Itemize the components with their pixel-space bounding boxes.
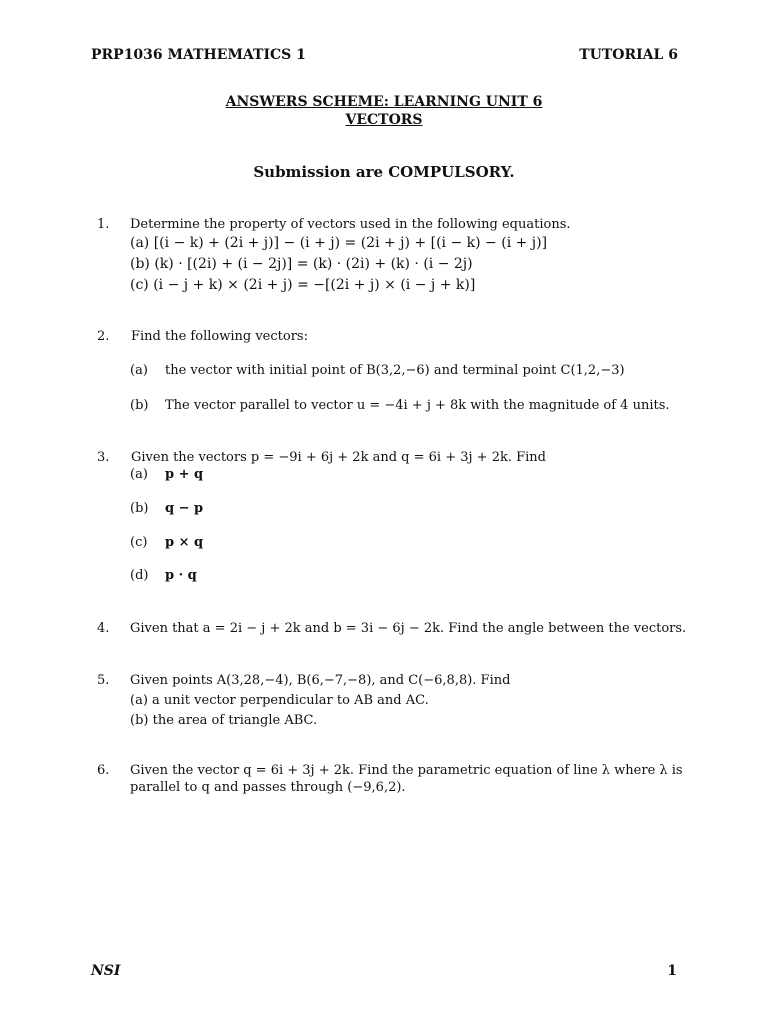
part-c-expr: p × q (165, 535, 204, 550)
question-text-line2: parallel to q and passes through (−9,6,2). (130, 780, 406, 795)
equation-c: (c) (i − j + k) × (2i + j) = −[(2i + j) × (i − j + k)] (130, 277, 476, 293)
question-text: Find the following vectors: (131, 329, 308, 344)
part-b-text: The vector parallel to vector u = −4i + j + 8k with the magnitude of 4 units. (165, 398, 670, 413)
page-number: 1 (667, 963, 677, 979)
question-text: Given the vectors p = −9i + 6j + 2k and q = 6i + 3j + 2k. Find (131, 450, 546, 465)
question-number: 1. (97, 217, 110, 232)
course-header: PRP1036 MATHEMATICS 1 (91, 47, 306, 63)
part-a-text: (a) a unit vector perpendicular to AB and AC. (130, 693, 429, 708)
part-b-expr: q − p (165, 501, 204, 516)
part-d-expr: p · q (165, 568, 197, 583)
question-text-line1: Given the vector q = 6i + 3j + 2k. Find the parametric equation of line λ where λ is (130, 763, 683, 778)
footer-initials: NSI (91, 963, 121, 979)
equation-a: (a) [(i − k) + (2i + j)] − (i + j) = (2i + j) + [(i − k) − (i + j)] (130, 235, 548, 251)
part-b-text: (b) the area of triangle ABC. (130, 713, 318, 728)
question-number: 6. (97, 763, 110, 778)
part-label-d: (d) (130, 568, 149, 583)
question-number: 5. (97, 673, 110, 688)
part-label-a: (a) (130, 467, 148, 482)
part-label-b: (b) (130, 398, 149, 413)
submission-notice: Submission are COMPULSORY. (253, 163, 515, 181)
question-text: Given points A(3,28,−4), B(6,−7,−8), and C(−6,8,8). Find (130, 673, 511, 688)
title-line2: VECTORS (345, 112, 423, 128)
equation-b: (b) (k) · [(2i) + (i − 2j)] = (k) · (2i) + (k) · (i − 2j) (130, 256, 473, 272)
part-label-b: (b) (130, 501, 149, 516)
question-number: 4. (97, 621, 110, 636)
part-label-a: (a) (130, 363, 148, 378)
tutorial-header: TUTORIAL 6 (579, 47, 678, 63)
question-number: 2. (97, 329, 110, 344)
part-label-c: (c) (130, 535, 148, 550)
part-a-text: the vector with initial point of B(3,2,−6) and terminal point C(1,2,−3) (165, 363, 625, 378)
title-line1: ANSWERS SCHEME: LEARNING UNIT 6 (225, 94, 543, 110)
question-number: 3. (97, 450, 110, 465)
question-text: Determine the property of vectors used in the following equations. (130, 217, 571, 232)
question-text: Given that a = 2i − j + 2k and b = 3i − 6j − 2k. Find the angle between the vectors. (130, 621, 687, 636)
part-a-expr: p + q (165, 467, 204, 482)
